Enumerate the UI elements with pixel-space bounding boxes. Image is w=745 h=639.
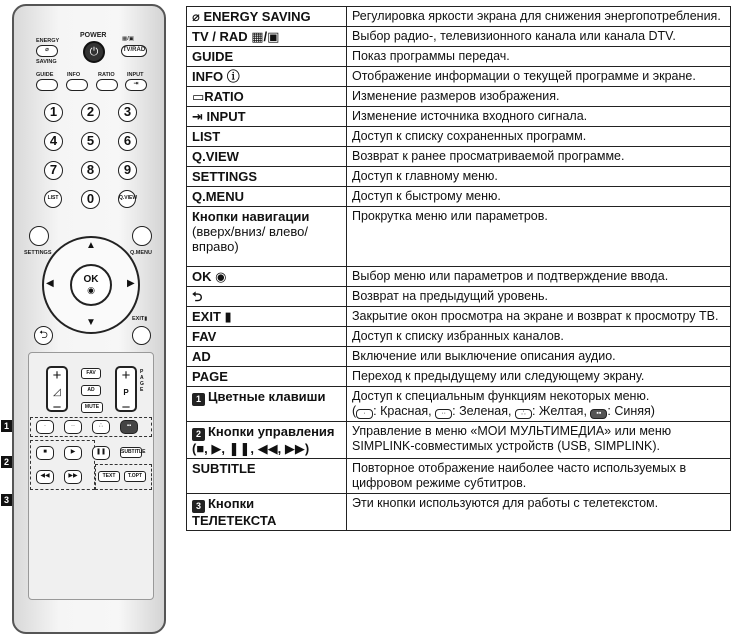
row-desc: Выбор меню или параметров и подтверждение ввода. <box>347 267 731 287</box>
row-key: PAGE <box>187 367 347 387</box>
row-key <box>187 287 347 307</box>
guide-button <box>36 79 58 91</box>
exit-icon: ▮ <box>224 309 232 324</box>
row-desc: Эти кнопки используются для работы с телетекстом. <box>347 494 731 531</box>
row-key-label: Кнопки ТЕЛЕТЕКСТА <box>192 496 277 528</box>
info-button <box>66 79 88 91</box>
row-key <box>187 387 347 422</box>
back-button: ⮌ <box>34 326 53 345</box>
row-desc <box>347 387 731 422</box>
row-desc-text: Доступ к специальным функциям некоторых меню. <box>352 389 650 403</box>
row-key <box>187 107 347 127</box>
table-row <box>187 327 731 347</box>
button-description-table <box>186 6 731 531</box>
row-key-label: INPUT <box>206 109 246 124</box>
badge-2: 2 <box>192 428 205 441</box>
guide-label: GUIDE <box>36 72 54 78</box>
qmenu-button <box>132 226 152 246</box>
volume-rocker: + ◿ − <box>46 366 68 412</box>
table-row <box>187 27 731 47</box>
color-red-text: : Красная, <box>373 404 436 418</box>
digit-9-button: 9 <box>118 161 137 180</box>
row-key: Q.MENU <box>187 187 347 207</box>
info-label: INFO <box>67 72 81 78</box>
row-key-label: EXIT <box>192 309 221 324</box>
settings-button <box>29 226 49 246</box>
yellow-key-icon: ∴ <box>515 409 532 419</box>
blue-key-icon: ▪▪ <box>590 409 607 419</box>
row-key: SETTINGS <box>187 167 347 187</box>
table-row <box>187 422 731 459</box>
table-row <box>187 207 731 267</box>
remote-control-illustration <box>12 4 166 634</box>
exit-button <box>132 326 151 345</box>
row-key-label: Цветные клавиши <box>208 389 326 404</box>
row-key: AD <box>187 347 347 367</box>
row-key: GUIDE <box>187 47 347 67</box>
table-row <box>187 107 731 127</box>
text-button: TEXT <box>98 471 120 482</box>
table-row <box>187 127 731 147</box>
page-label: PAGE <box>140 369 144 393</box>
forward-button: ▶▶ <box>64 470 82 484</box>
tv-rad-icon: ▦/▣ <box>122 36 134 42</box>
row-desc: Возврат к ранее просматриваемой программе. <box>347 147 731 167</box>
stop-button: ■ <box>36 446 54 460</box>
fav-button: FAV <box>81 368 101 379</box>
badge-3: 3 <box>192 500 205 513</box>
subtitle-button: SUBTITLE <box>120 447 142 458</box>
power-label: POWER <box>80 32 107 39</box>
exit-label: EXIT▮ <box>132 316 148 322</box>
row-desc: Доступ к списку сохраненных программ. <box>347 127 731 147</box>
ok-button <box>70 264 112 306</box>
row-desc: Изменение размеров изображения. <box>347 87 731 107</box>
row-key-sub: (■, ▶, ❚❚, ◀◀, ▶▶) <box>192 441 310 456</box>
row-desc: Повторное отображение наиболее часто используемых в цифровом режиме субтитров. <box>347 459 731 494</box>
row-desc: Включение или выключение описания аудио. <box>347 347 731 367</box>
energy-saving-button: ⌀ <box>36 45 58 57</box>
green-key-icon: ·· <box>435 409 452 419</box>
yellow-key: ∴ <box>92 420 110 434</box>
row-desc: Доступ к главному меню. <box>347 167 731 187</box>
nav-down-icon: ▼ <box>86 317 96 328</box>
tv-rad-button <box>121 45 147 57</box>
row-key <box>187 7 347 27</box>
table-row <box>187 494 731 531</box>
color-green-text: : Зеленая, <box>452 404 515 418</box>
marker-3: 3 <box>1 494 12 506</box>
blue-key: ▪▪ <box>120 420 138 434</box>
row-desc: Доступ к быстрому меню. <box>347 187 731 207</box>
row-desc: Прокрутка меню или параметров. <box>347 207 731 267</box>
row-desc: Показ программы передач. <box>347 47 731 67</box>
p-label: P <box>123 388 129 397</box>
row-key <box>187 307 347 327</box>
exit-label-text: EXIT <box>132 316 145 322</box>
red-key-icon: · <box>356 409 373 419</box>
row-key-label: TV / RAD <box>192 29 248 44</box>
nav-left-icon: ◀ <box>46 278 54 289</box>
energy-label: ENERGY <box>36 38 60 44</box>
row-key <box>187 87 347 107</box>
row-desc: Отображение информации о текущей программе и экране. <box>347 67 731 87</box>
table-row <box>187 167 731 187</box>
ok-icon: ◉ <box>215 269 227 284</box>
saving-label: SAVING <box>36 59 57 65</box>
power-button: ⏻ <box>83 41 105 63</box>
ok-dot-icon: ◉ <box>87 285 95 295</box>
pause-button: ❚❚ <box>92 446 110 460</box>
row-key-label: ENERGY SAVING <box>203 9 311 24</box>
row-desc: Регулировка яркости экрана для снижения энергопотребления. <box>347 7 731 27</box>
red-key: · <box>36 420 54 434</box>
nav-up-icon: ▲ <box>86 240 96 251</box>
ad-button: AD <box>81 385 101 396</box>
color-blue-text: : Синяя) <box>607 404 655 418</box>
table-row <box>187 307 731 327</box>
input-icon: ⇥ <box>192 109 203 124</box>
row-key: Q.VIEW <box>187 147 347 167</box>
row-desc: Закрытие окон просмотра на экране и возврат к просмотру ТВ. <box>347 307 731 327</box>
row-key: SUBTITLE <box>187 459 347 494</box>
ratio-button <box>96 79 118 91</box>
mute-button: MUTE <box>81 402 103 413</box>
row-desc: Выбор радио-, телевизионного канала или канала DTV. <box>347 27 731 47</box>
settings-label: SETTINGS <box>24 250 52 256</box>
play-button: ▶ <box>64 446 82 460</box>
table-row <box>187 267 731 287</box>
digit-4-button: 4 <box>44 132 63 151</box>
marker-2: 2 <box>1 456 12 468</box>
row-key-label: RATIO <box>204 89 244 104</box>
row-desc: Управление в меню «МОИ МУЛЬТИМЕДИА» или меню SIMPLINK-совместимых устройств (USB, SIMPLINK). <box>347 422 731 459</box>
marker-1: 1 <box>1 420 12 432</box>
table-row <box>187 7 731 27</box>
qview-button: Q.VIEW <box>118 190 136 208</box>
row-desc: Изменение источника входного сигнала. <box>347 107 731 127</box>
row-key: FAV <box>187 327 347 347</box>
digit-7-button: 7 <box>44 161 63 180</box>
input-label: INPUT <box>127 72 144 78</box>
topt-button: T.OPT <box>124 471 146 482</box>
digit-8-button: 8 <box>81 161 100 180</box>
table-row <box>187 47 731 67</box>
row-key <box>187 27 347 47</box>
nav-right-icon: ▶ <box>127 278 135 289</box>
colors-prefix: ( <box>352 404 357 418</box>
color-yellow-text: : Желтая, <box>531 404 591 418</box>
list-button: LIST <box>44 190 62 208</box>
table-row <box>187 367 731 387</box>
row-key <box>187 422 347 459</box>
row-key-label: OK <box>192 269 212 284</box>
program-rocker: + P − <box>115 366 137 412</box>
ratio-label: RATIO <box>98 72 115 78</box>
row-key: LIST <box>187 127 347 147</box>
badge-1: 1 <box>192 393 205 406</box>
row-key <box>187 207 347 267</box>
digit-2-button: 2 <box>81 103 100 122</box>
digit-6-button: 6 <box>118 132 137 151</box>
ok-label: OK <box>83 274 99 285</box>
energy-saving-icon: ⌀ <box>192 9 200 24</box>
back-icon: ⮌ <box>192 289 203 304</box>
row-key-label: INFO <box>192 69 224 84</box>
row-key <box>187 267 347 287</box>
info-icon: ⓘ <box>226 69 240 84</box>
qmenu-label: Q.MENU <box>130 250 152 256</box>
ratio-icon: ▭ <box>192 89 205 104</box>
row-desc: Возврат на предыдущий уровень. <box>347 287 731 307</box>
row-key <box>187 494 347 531</box>
table-row <box>187 67 731 87</box>
table-row <box>187 347 731 367</box>
row-key-label: Кнопки управления <box>208 424 335 439</box>
table-row <box>187 387 731 422</box>
digit-3-button: 3 <box>118 103 137 122</box>
table-row <box>187 87 731 107</box>
row-key <box>187 67 347 87</box>
table-row <box>187 459 731 494</box>
green-key: ·· <box>64 420 82 434</box>
rewind-button: ◀◀ <box>36 470 54 484</box>
row-desc: Доступ к списку избранных каналов. <box>347 327 731 347</box>
digit-5-button: 5 <box>81 132 100 151</box>
table-row <box>187 147 731 167</box>
digit-1-button: 1 <box>44 103 63 122</box>
table-row <box>187 287 731 307</box>
digit-0-button: 0 <box>81 190 100 209</box>
row-key-sub: (вверх/вниз/ влево/ вправо) <box>192 224 308 254</box>
tv-rad-label: TV/RAD <box>122 47 146 53</box>
row-key-label: Кнопки навигации <box>192 209 310 224</box>
input-button: ⇥ <box>125 79 147 91</box>
row-desc: Переход к предыдущему или следующему экрану. <box>347 367 731 387</box>
table-row <box>187 187 731 207</box>
tv-rad-icon: ▦/▣ <box>251 29 280 44</box>
